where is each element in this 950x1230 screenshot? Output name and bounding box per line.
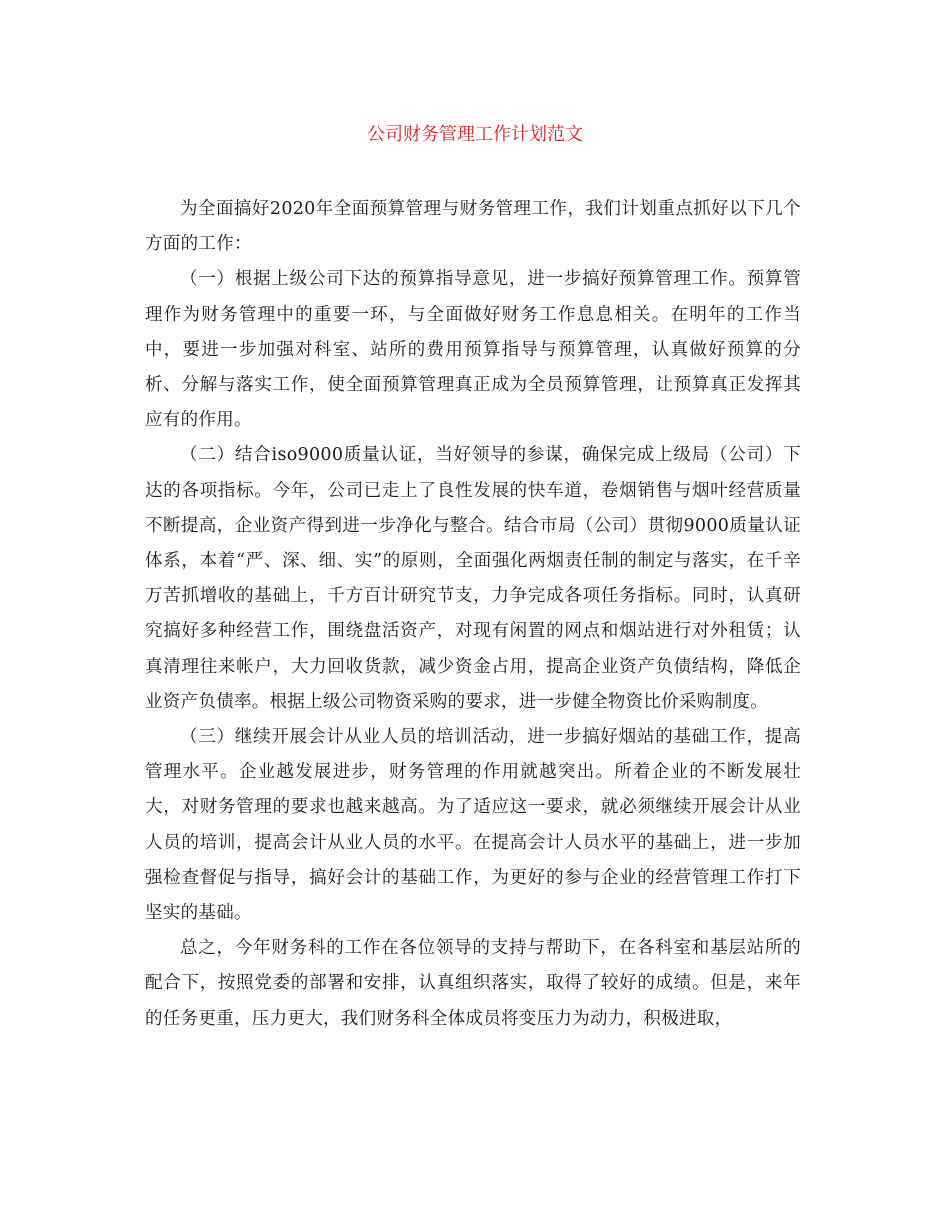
paragraph-section-2: （二）结合iso9000质量认证，当好领导的参谋，确保完成上级局（公司）下达的各项指标。今年，公司已走上了良性发展的快车道，卷烟销售与烟叶经营质量不断提高，企业资产得到进一步净化与整合。结合市局（公司）贯彻9000质量认证体系，本着“严、深、细、实”的原则，全面强化两烟责任制的制定与落实，在千辛万苦抓增收的基础上，千方百计研究节支，力争完成各项任务指标。同时，认真研究搞好多种经营工作，围绕盘活资产，对现有闲置的网点和烟站进行对外租赁；认真清理往来帐户，大力回收货款，减少资金占用，提高企业资产负债结构，降低企业资产负债率。根据上级公司物资采购的要求，进一步健全物资比价采购制度。 xyxy=(145,445,801,712)
document-title: 公司财务管理工作计划范文 xyxy=(367,124,583,145)
document-body xyxy=(145,192,801,1037)
paragraph-intro: 为全面搞好2020年全面预算管理与财务管理工作，我们计划重点抓好以下几个方面的工作： xyxy=(145,199,801,255)
paragraph-conclusion: 总之，今年财务科的工作在各位领导的支持与帮助下，在各科室和基层站所的配合下，按照党委的部署和安排，认真组织落实，取得了较好的成绩。但是，来年的任务更重，压力更大，我们财务科全体成员将变压力为动力，积极进取， xyxy=(145,938,801,1029)
paragraph-section-1: （一）根据上级公司下达的预算指导意见，进一步搞好预算管理工作。预算管理作为财务管理中的重要一环，与全面做好财务工作息息相关。在明年的工作当中，要进一步加强对科室、站所的费用预算指导与预算管理，认真做好预算的分析、分解与落实工作，使全面预算管理真正成为全员预算管理，让预算真正发挥其应有的作用。 xyxy=(145,269,801,431)
paragraph-section-3: （三）继续开展会计从业人员的培训活动，进一步搞好烟站的基础工作，提高管理水平。企业越发展进步，财务管理的作用就越突出。所着企业的不断发展壮大，对财务管理的要求也越来越高。为了适应这一要求，就必须继续开展会计从业人员的培训，提高会计从业人员的水平。在提高会计人员水平的基础上，进一步加强检查督促与指导，搞好会计的基础工作，为更好的参与企业的经营管理工作打下坚实的基础。 xyxy=(145,727,801,924)
